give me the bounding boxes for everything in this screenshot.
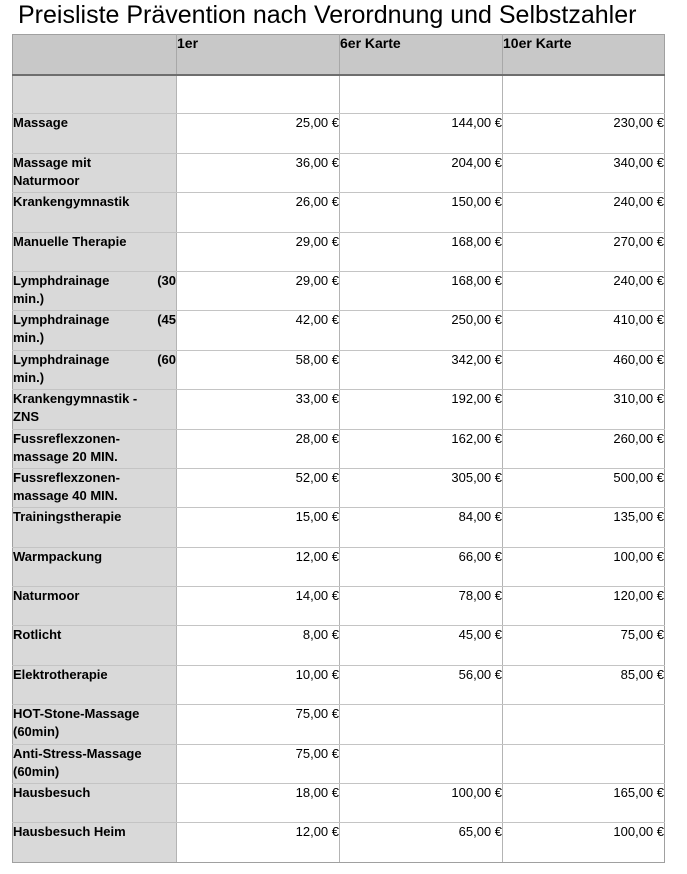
service-name-word: Lymphdrainage [13, 272, 110, 288]
price-single: 12,00 € [177, 547, 340, 586]
price-single: 25,00 € [177, 114, 340, 153]
service-name-line: Fussreflexzonen- [13, 430, 120, 446]
price-single: 75,00 € [177, 744, 340, 783]
table-row [13, 193, 665, 232]
service-name-line: Naturmoor [13, 588, 80, 604]
service-name [13, 153, 177, 192]
price-single: 52,00 € [177, 468, 340, 507]
price-10er-card: 270,00 € [503, 232, 665, 271]
table-row [13, 429, 665, 468]
service-name-line: ZNS [13, 409, 39, 425]
service-name-line: Massage [13, 115, 68, 131]
price-single: 29,00 € [177, 232, 340, 271]
service-name [13, 587, 177, 626]
service-name-line: Hausbesuch Heim [13, 824, 126, 840]
price-single: 15,00 € [177, 508, 340, 547]
service-name-line: HOT-Stone-Massage [13, 706, 140, 722]
price-10er-card: 120,00 € [503, 587, 665, 626]
price-single: 28,00 € [177, 429, 340, 468]
price-6er-card [340, 705, 503, 744]
table-row [13, 350, 665, 389]
price-10er-card [503, 75, 665, 114]
service-name [13, 547, 177, 586]
service-name [13, 508, 177, 547]
price-6er-card: 150,00 € [340, 193, 503, 232]
price-6er-card: 84,00 € [340, 508, 503, 547]
price-10er-card: 75,00 € [503, 626, 665, 665]
service-name [13, 626, 177, 665]
price-6er-card [340, 744, 503, 783]
price-single: 29,00 € [177, 271, 340, 310]
service-name-word: Lymphdrainage [13, 351, 110, 367]
service-name-word: (45 [157, 312, 176, 328]
service-name [13, 193, 177, 232]
table-row [13, 587, 665, 626]
price-single: 10,00 € [177, 665, 340, 704]
header-10er-card: 10er Karte [503, 35, 665, 75]
service-name-line: min.) [13, 330, 45, 346]
service-name-line: Elektrotherapie [13, 666, 108, 682]
price-single: 12,00 € [177, 823, 340, 862]
price-6er-card: 204,00 € [340, 153, 503, 192]
service-name [13, 468, 177, 507]
service-name-word: Lymphdrainage [13, 312, 110, 328]
service-name-line: Krankengymnastik [13, 194, 130, 210]
table-row [13, 626, 665, 665]
service-name [13, 311, 177, 350]
service-name-line: Naturmoor [13, 172, 80, 188]
service-name [13, 823, 177, 862]
service-name [13, 429, 177, 468]
price-6er-card: 45,00 € [340, 626, 503, 665]
table-row [13, 232, 665, 271]
price-10er-card: 500,00 € [503, 468, 665, 507]
service-name-line: Warmpackung [13, 548, 103, 564]
service-name [13, 350, 177, 389]
header-6er-card: 6er Karte [340, 35, 503, 75]
price-6er-card: 342,00 € [340, 350, 503, 389]
table-row [13, 114, 665, 153]
header-single: 1er [177, 35, 340, 75]
service-name-line: Hausbesuch [13, 785, 91, 801]
service-name [13, 665, 177, 704]
header-service [13, 35, 177, 75]
price-single [177, 75, 340, 114]
price-single: 58,00 € [177, 350, 340, 389]
table-row [13, 468, 665, 507]
table-row [13, 705, 665, 744]
service-name [13, 390, 177, 429]
price-6er-card: 168,00 € [340, 232, 503, 271]
header-row [13, 35, 665, 75]
service-name-line: Fussreflexzonen- [13, 469, 120, 485]
table-row [13, 75, 665, 114]
price-10er-card: 165,00 € [503, 784, 665, 823]
service-name-line: Massage mit [13, 154, 92, 170]
price-single: 42,00 € [177, 311, 340, 350]
service-name-line [13, 351, 176, 369]
price-10er-card [503, 705, 665, 744]
table-row [13, 390, 665, 429]
service-name-line: Krankengymnastik - [13, 391, 138, 407]
price-6er-card: 162,00 € [340, 429, 503, 468]
service-name-line: min.) [13, 290, 45, 306]
price-10er-card: 340,00 € [503, 153, 665, 192]
price-10er-card: 240,00 € [503, 193, 665, 232]
service-name-line: massage 40 MIN. [13, 487, 118, 503]
price-6er-card [340, 75, 503, 114]
price-single: 75,00 € [177, 705, 340, 744]
price-10er-card: 240,00 € [503, 271, 665, 310]
service-name [13, 75, 177, 114]
service-name-line: Trainingstherapie [13, 509, 122, 525]
price-single: 8,00 € [177, 626, 340, 665]
service-name-line [13, 272, 176, 290]
price-6er-card: 144,00 € [340, 114, 503, 153]
price-rows [13, 75, 665, 863]
price-10er-card: 460,00 € [503, 350, 665, 389]
price-6er-card: 305,00 € [340, 468, 503, 507]
price-6er-card: 78,00 € [340, 587, 503, 626]
service-name-line [13, 311, 176, 329]
service-name [13, 744, 177, 783]
service-name [13, 271, 177, 310]
price-10er-card: 310,00 € [503, 390, 665, 429]
table-row [13, 508, 665, 547]
service-name-line: min.) [13, 369, 45, 385]
service-name-line: Manuelle Therapie [13, 233, 127, 249]
price-6er-card: 65,00 € [340, 823, 503, 862]
service-name-line: Anti-Stress-Massage [13, 745, 142, 761]
price-single: 26,00 € [177, 193, 340, 232]
price-10er-card [503, 744, 665, 783]
service-name-line: massage 20 MIN. [13, 448, 118, 464]
service-name [13, 784, 177, 823]
price-10er-card: 100,00 € [503, 823, 665, 862]
service-name-word: (60 [157, 351, 176, 367]
service-name [13, 705, 177, 744]
service-name-line: (60min) [13, 724, 60, 740]
price-single: 36,00 € [177, 153, 340, 192]
table-row [13, 153, 665, 192]
page-title: Preisliste Prävention nach Verordnung und Selbstzahler [18, 1, 637, 29]
table-row [13, 823, 665, 862]
service-name-line: Rotlicht [13, 627, 62, 643]
table-row [13, 311, 665, 350]
table-row [13, 547, 665, 586]
service-name-word: (30 [157, 272, 176, 288]
service-name [13, 232, 177, 271]
service-name-line: (60min) [13, 763, 60, 779]
price-6er-card: 168,00 € [340, 271, 503, 310]
price-10er-card: 230,00 € [503, 114, 665, 153]
price-6er-card: 66,00 € [340, 547, 503, 586]
service-name [13, 114, 177, 153]
price-10er-card: 260,00 € [503, 429, 665, 468]
price-10er-card: 410,00 € [503, 311, 665, 350]
table-row [13, 744, 665, 783]
price-10er-card: 135,00 € [503, 508, 665, 547]
price-single: 14,00 € [177, 587, 340, 626]
price-single: 33,00 € [177, 390, 340, 429]
table-row [13, 271, 665, 310]
price-6er-card: 100,00 € [340, 784, 503, 823]
price-6er-card: 56,00 € [340, 665, 503, 704]
table-row [13, 784, 665, 823]
price-6er-card: 250,00 € [340, 311, 503, 350]
price-10er-card: 85,00 € [503, 665, 665, 704]
price-table [12, 34, 665, 863]
price-single: 18,00 € [177, 784, 340, 823]
price-6er-card: 192,00 € [340, 390, 503, 429]
price-10er-card: 100,00 € [503, 547, 665, 586]
table-row [13, 665, 665, 704]
